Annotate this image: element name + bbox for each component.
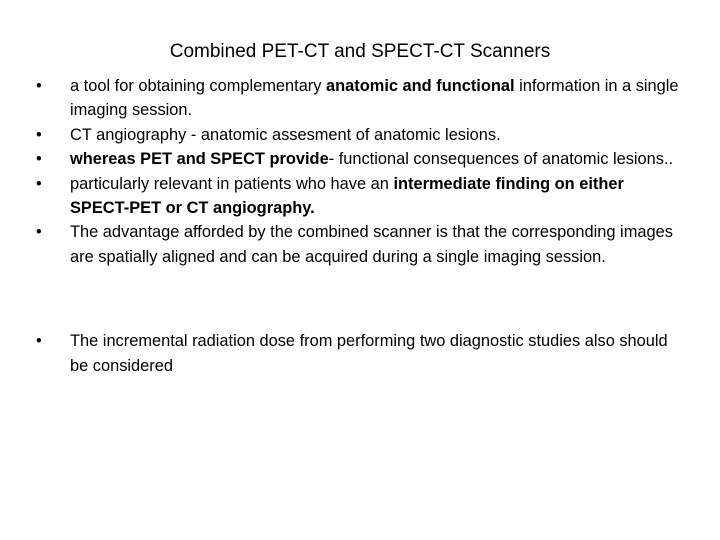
bullet-marker: • (36, 174, 42, 193)
bullet-text-bold-segment: intermediate finding on either SPECT-PET or CT angiography. (70, 174, 624, 218)
bullet-text-segment: The advantage afforded by the combined scanner is that the corresponding images are spatially aligned and can be acquired during a single imaging session. (70, 223, 673, 266)
bullet-text-segment: information in a single imaging session. (70, 77, 679, 120)
bullet-item (36, 123, 686, 147)
bullet-text-segment: CT angiography - anatomic assesment of anatomic lesions. (70, 125, 501, 144)
bullet-text-segment: particularly relevant in patients who have an (70, 174, 394, 193)
bullet-marker: • (36, 332, 42, 351)
bullet-list (36, 74, 686, 378)
bullet-item (36, 172, 686, 221)
bullet-text-bold-segment: whereas PET and SPECT provide (70, 150, 329, 169)
bullet-marker: • (36, 77, 42, 95)
bullet-marker: • (36, 125, 42, 144)
bullet-item (36, 74, 686, 123)
bullet-text-segment: The incremental radiation dose from performing two diagnostic studies also should be considered (70, 332, 668, 375)
slide-title: Combined PET-CT and SPECT-CT Scanners (169, 41, 551, 62)
bullet-item (36, 329, 686, 378)
bullet-text-bold-segment: anatomic and functional (326, 77, 515, 95)
bullet-marker: • (36, 223, 42, 242)
bullet-marker: • (36, 150, 42, 169)
bullet-item (36, 147, 686, 171)
bullet-text-segment: - functional consequences of anatomic lesions.. (328, 150, 674, 169)
bullet-item (36, 220, 686, 269)
bullet-text-segment: a tool for obtaining complementary (70, 77, 327, 95)
